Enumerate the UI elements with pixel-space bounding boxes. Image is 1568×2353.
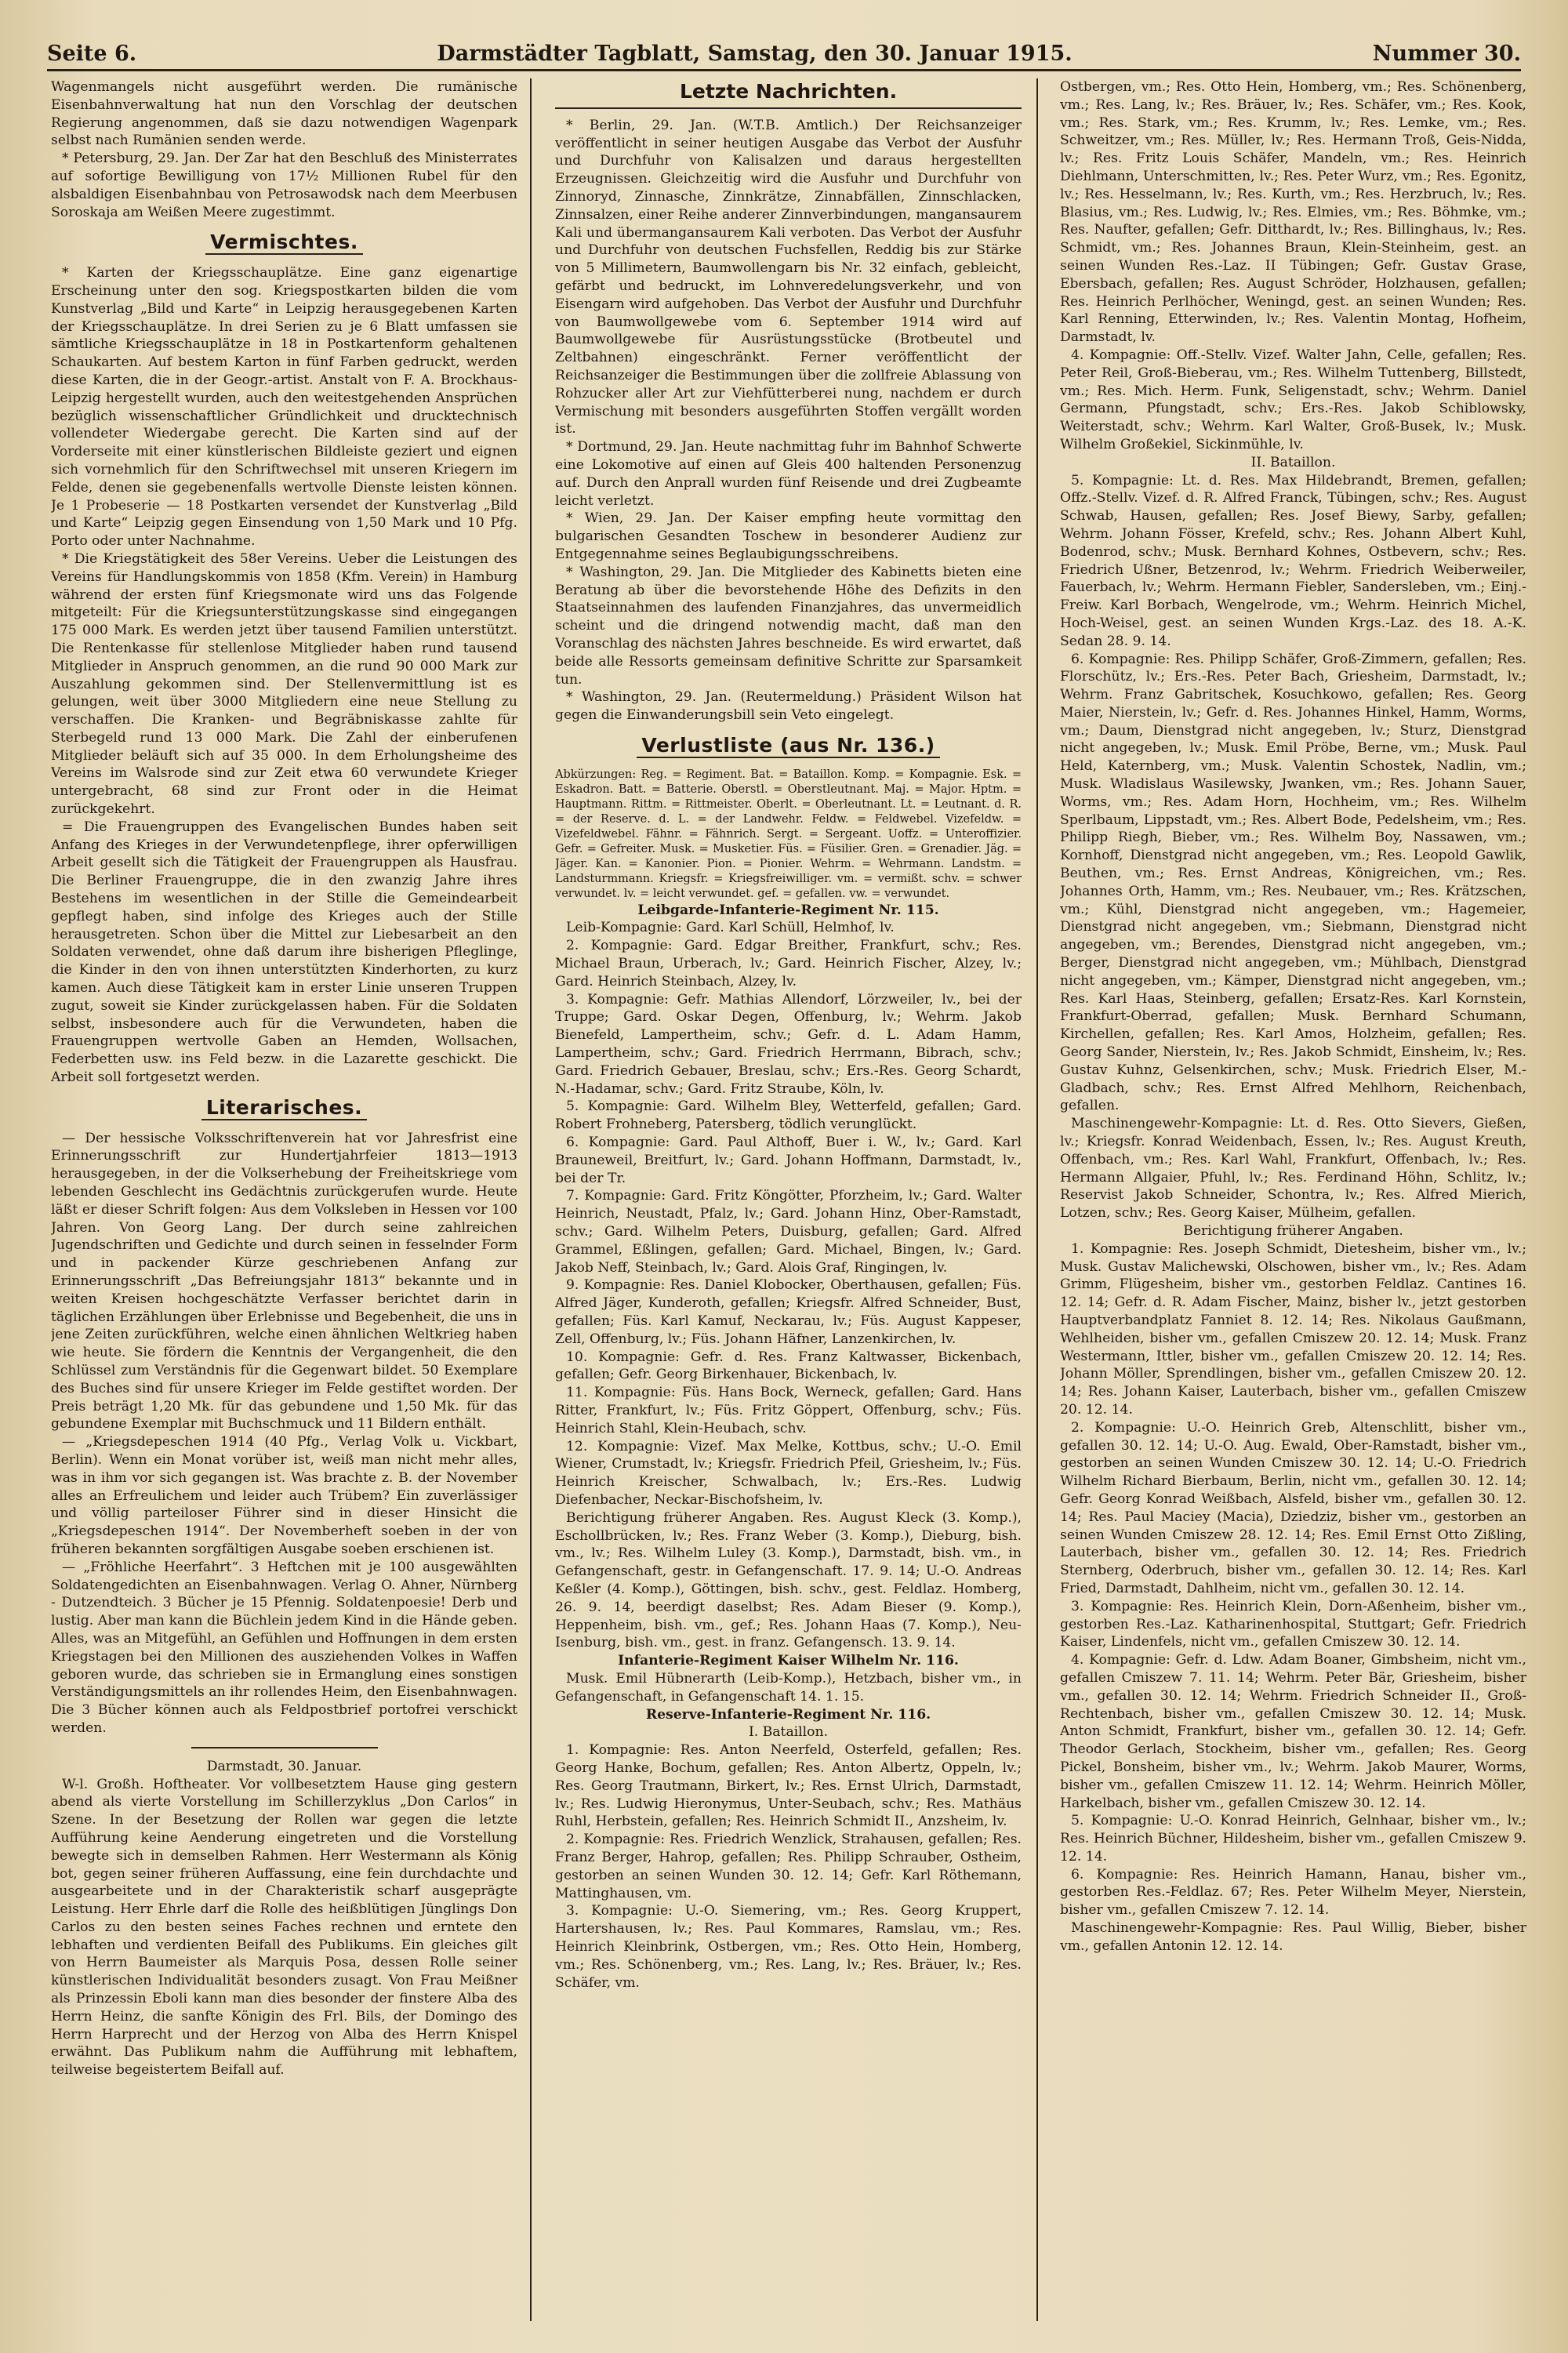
regiment-heading-reserve-116: Reserve-Infanterie-Regiment Nr. 116.: [645, 1706, 931, 1723]
column-rule-1: [530, 78, 532, 2321]
divider: [191, 1747, 378, 1748]
article-frauengruppen: = Die Frauengruppen des Evangelischen Bundes haben seit Anfang des Krieges in der Verwundetenpflege, ihrer opferwilligen Arbeit gesellt sich die Tätigkeit der Frauengruppen als Hausfrau. Die Berliner Frauengruppe, die in den zwanzig Jahre ihres Bestehens im wesentlichen in der Stille die Gemeindearbeit gepflegt haben, sind infolge des Krieges auch der Stille herausgetreten. Schon über die Mittel zur Liebesarbeit an den Soldaten verwendet, ohne daß darum ihre bisherigen Pfleglinge, die Kinder in den von ihnen unterstützten Kinderhorten, zu kurz kamen. Auch diese Tätigkeit kam in erster Linie unseren Truppen zugut, soweit sie Kinder zurückgelassen haben. Für die Soldaten selbst, insbesondere auch für die Verwundeten, haben die Frauengruppen wertvolle Gaben an Hemden, Wollsachen, Federbetten usw. ins Feld bezw. in die Lazarette geschickt. Die Arbeit soll fortgesetzt werden.: [51, 819, 517, 1086]
casualty-entry: 7. Kompagnie: Gard. Fritz Köngötter, Pforzheim, lv.; Gard. Walter Heinrich, Neustadt, Pfalz, lv.; Gard. Johann Hinz, Ober-Ramstadt, schv.; Gard. Wilhelm Peters, Duisburg, gefallen; Gard. Alfred Grammel, Eßlingen, gefallen; Gard. Michael, Bingen, lv.; Gard. Jakob Neff, Steinbach, lv.; Gard. Alois Graf, Ringingen, lv.: [555, 1188, 1022, 1276]
page-number: Seite 6.: [47, 41, 137, 66]
article-kriegsdepeschen: — „Kriegsdepeschen 1914 (40 Pfg., Verlag Volk u. Vickbart, Berlin). Wenn ein Monat vorüber ist, weiß man nicht mehr alles, was in ihm vor sich gegangen ist. Was brachte z. B. der November alles an Erfreulichem und leider auch Trübem? Ein zuverlässiger und völlig parteiloser Führer sind in dieser Hinsicht die „Kriegsdepeschen 1914“. Der Novemberheft soeben in der von früheren bekannten sorgfältigen Ausgabe soeben erschienen ist.: [51, 1434, 517, 1557]
article-hoftheater: W-l. Großh. Hoftheater. Vor vollbesetztem Hause ging gestern abend als vierte Vorstellung im Schillerzyklus „Don Carlos“ in Szene. In der Besetzung der Rollen war gegen die letzte Aufführung keine Aenderung eingetreten und die Vorstellung bewegte sich in demselben Rahmen. Herr Westermann als König bot, gegen seiner früheren Auffassung, eine fein durchdachte und ausgearbeitete und in der Charakteristik scharf ausgeprägte Leistung. Herr Ehrle darf die Rolle des heißblütigen Jünglings Don Carlos zu den besten seines Faches rechnen und erntete den lebhaften und verdienten Beifall des Publikums. Ein gleiches gilt von Herrn Baumeister als Marquis Posa, dessen Rolle seiner künstlerischen Individualität besonders zusagt. Von Frau Meißner als Prinzessin Eboli kann man dies besonder der finstere Alba des Herrn Heinz, die sanfte Königin des Frl. Bils, der Domingo des Herrn Harprecht und der Herzog von Alba des Herrn Knispel erwähnt. Das Publikum nahm die Aufführung mit lebhaftem, teilweise begeistertem Beifall auf.: [51, 1776, 517, 2079]
casualty-entry: 3. Kompagnie: Gefr. Mathias Allendorf, Lörzweiler, lv., bei der Truppe; Gard. Oskar Degen, Offenburg, lv.; Wehrm. Jakob Bienefeld, Lampertheim, schv.; Gefr. d. L. Adam Hamm, Lampertheim, schv.; Gard. Friedrich Herrmann, Bibrach, schv.; Gard. Friedrich Gebauer, Breslau, schv.; Ers.-Res. Georg Schardt, N.-Hadamar, schv.; Gard. Fritz Straube, Köln, lv.: [555, 991, 1022, 1097]
casualty-correction: 5. Kompagnie: U.-O. Konrad Heinrich, Gelnhaar, bisher vm., lv.; Res. Heinrich Büchner, Hildesheim, bisher vm., gefallen Cmiszew 9. 12. 14.: [1060, 1813, 1526, 1865]
casualty-entry: 11. Kompagnie: Füs. Hans Bock, Werneck, gefallen; Gard. Hans Ritter, Frankfurt, lv.; Füs. Fritz Göppert, Offenburg, schv.; Füs. Heinrich Stahl, Klein-Heubach, schv.: [555, 1385, 1022, 1436]
casualty-correction: 2. Kompagnie: U.-O. Heinrich Greb, Altenschlitt, bisher vm., gefallen 30. 12. 14; U.-O. Aug. Ewald, Ober-Ramstadt, bisher vm., gestorben an seinen Wunden Cmiszew 30. 12. 14; U.-O. Friedrich Wilhelm Richard Bierbaum, Berlin, nicht vm., gefallen 30. 12. 14; Gefr. Georg Konrad Weißbach, Alsfeld, bisher vm., gefallen 30. 12. 14; Res. Paul Maciey (Macia), Dziedziz, bisher vm., gestorben an seinen Wunden Cmiszew 28. 12. 14; Res. Emil Ernst Otto Zißling, Lauterbach, bisher vm., gefallen 30. 12. 14; Res. Friedrich Sternberg, Oderbruch, bisher vm., gefallen 30. 12. 14; Res. Karl Fried, Darmstadt, Dahlheim, nicht vm., gefallen 30. 12. 14.: [1060, 1419, 1526, 1596]
news-wien: * Wien, 29. Jan. Der Kaiser empfing heute vormittag den bulgarischen Gesandten Toschew in besonderer Audienz zur Entgegennahme seines Beglaubigungsschreibens.: [555, 510, 1022, 562]
casualty-entry: 12. Kompagnie: Vizef. Max Melke, Kottbus, schv.; U.-O. Emil Wiener, Crumstadt, lv.; Kriegsfr. Friedrich Pfeil, Griesheim, lv.; Füs. Heinrich Kreischer, Schwalbach, lv.; Ers.-Res. Ludwig Diefenbacher, Neckar-Bischofsheim, lv.: [555, 1438, 1022, 1508]
casualty-correction: Maschinengewehr-Kompagnie: Res. Paul Willig, Bieber, bisher vm., gefallen Antonin 12. 12. 14.: [1060, 1920, 1526, 1954]
section-heading-letzte-nachrichten: Letzte Nachrichten.: [555, 78, 1022, 109]
regiment-heading-115: Leibgarde-Infanterie-Regiment Nr. 115.: [637, 902, 939, 918]
column-3: [1060, 78, 1526, 2321]
casualty-entry: 6. Kompagnie: Gard. Paul Althoff, Buer i. W., lv.; Gard. Karl Brauneweil, Breitfurt, lv.; Gard. Johann Hoffmann, Darmstadt, lv., bei der Tr.: [555, 1135, 1022, 1186]
newspaper-title: Darmstädter Tagblatt, Samstag, den 30. Januar 1915.: [437, 41, 1073, 66]
casualty-entry: Ostbergen, vm.; Res. Otto Hein, Homberg, vm.; Res. Schönenberg, vm.; Res. Lang, lv.; Res. Bräuer, lv.; Res. Schäfer, vm.; Res. Kook, vm.; Res. Stark, vm.; Res. Krumm, lv.; Res. Lemke, vm.; Res. Schweitzer, vm.; Res. Müller, lv.; Res. Hermann Troß, Geis-Nidda, lv.; Res. Fritz Louis Schäfer, Mandeln, vm.; Res. Heinrich Diehlmann, Unterschmitten, lv.; Res. Peter Wurz, vm.; Res. Egonitz, lv.; Res. Hesselmann, lv.; Res. Kurth, vm.; Res. Herzbruch, lv.; Res. Blasius, vm.; Res. Ludwig, lv.; Res. Elmies, vm.; Res. Böhmke, vm.; Res. Naufter, gefallen; Gefr. Ditthardt, lv.; Res. Billinghaus, lv.; Res. Schmidt, vm.; Res. Johannes Braun, Klein-Steinheim, gest. an seinen Wunden Res.-Laz. II Tübingen; Gefr. Gustav Grase, Ebersbach, gefallen; Res. August Schröder, Holzhausen, gefallen; Res. Heinrich Perlhöcher, Weningd, gest. an seinen Wunden; Res. Karl Renning, Etterwinden, lv.; Res. Valentin Montag, Hofheim, Darmstadt, lv.: [1060, 79, 1526, 346]
dateline-darmstadt: Darmstadt, 30. Januar.: [206, 1758, 362, 1774]
casualty-correction: 4. Kompagnie: Gefr. d. Ldw. Adam Boaner, Gimbsheim, nicht vm., gefallen Cmiszew 7. 11. 14; Wehrm. Peter Bär, Griesheim, bisher vm., gefallen 30. 12. 14; Wehrm. Friedrich Schneider II., Groß-Rechtenbach, bisher vm., gefallen Cmiszew 30. 12. 14; Musk. Anton Schmidt, Frankfurt, bisher vm., gefallen 30. 12. 14; Gefr. Theodor Gerlach, Stockheim, bisher vm., gefallen; Res. Georg Pickel, Bonsheim, bisher vm., lv.; Wehrm. Jakob Maurer, Worms, bisher vm., gefallen Cmiszew 11. 12. 14; Wehrm. Heinrich Möller, Harkelbach, bisher vm., gefallen Cmiszew 30. 12. 14.: [1060, 1652, 1526, 1811]
news-washington-1: * Washington, 29. Jan. Die Mitglieder des Kabinetts bieten eine Beratung ab über die bevorstehende Höhe des Defizits in den Staatseinnahmen des laufenden Finanzjahres, das unvermeidlich scheint und die dringend notwendig macht, daß man den Voranschlag des nächsten Jahres beschneide. Es wird erwartet, daß beide alle Ressorts gemeinsam definitive Schritte zur Sparsamkeit tun.: [555, 564, 1022, 688]
correction-heading: Berichtigung früherer Angaben.: [1183, 1223, 1403, 1239]
masthead: [47, 38, 1521, 71]
article-petersburg: * Petersburg, 29. Jan. Der Zar hat den Beschluß des Ministerrates auf sofortige Bewilligung von 17½ Millionen Rubel für den alsbaldigen Eisenbahnbau von Petrosawodsk nach dem Meerbusen Soroskaja am Weißen Meere zugestimmt.: [51, 151, 517, 220]
column-rule-2: [1036, 78, 1038, 2321]
section-heading-vermischtes: Vermischtes.: [51, 234, 517, 255]
casualty-entry: 10. Kompagnie: Gefr. d. Res. Franz Kaltwasser, Bickenbach, gefallen; Gefr. Georg Birkenhauer, Bickenbach, lv.: [555, 1349, 1022, 1383]
casualty-entry: 2. Kompagnie: Gard. Edgar Breither, Frankfurt, schv.; Res. Michael Braun, Urberach, lv.; Gard. Heinrich Fischer, Alzey, lv.; Gard. Heinrich Steinbach, Alzey, lv.: [555, 938, 1022, 989]
issue-number: Nummer 30.: [1372, 41, 1521, 66]
casualty-entry: 5. Kompagnie: Gard. Wilhelm Bley, Wetterfeld, gefallen; Gard. Robert Frohneberg, Patersberg, tödlich verunglückt.: [555, 1098, 1022, 1133]
casualty-entry: 9. Kompagnie: Res. Daniel Klobocker, Oberthausen, gefallen; Füs. Alfred Jäger, Kunderoth, gefallen; Kriegsfr. Alfred Schneider, Bust, gefallen; Füs. Karl Kamuf, Neckarau, lv.; Füs. August Kappeser, Zell, Offenburg, lv.; Füs. Johann Häfner, Lanzenkirchen, lv.: [555, 1277, 1022, 1347]
news-dortmund: * Dortmund, 29. Jan. Heute nachmittag fuhr im Bahnhof Schwerte eine Lokomotive auf einen auf Gleis 400 haltenden Personenzug auf. Durch den Anprall wurden fünf Reisende und drei Zugbeamte leicht verletzt.: [555, 439, 1022, 509]
regiment-heading-116: Infanterie-Regiment Kaiser Wilhelm Nr. 116.: [618, 1653, 959, 1669]
casualty-entry: 1. Kompagnie: Res. Anton Neerfeld, Osterfeld, gefallen; Res. Georg Hanke, Bochum, gefallen; Res. Anton Albertz, Oppeln, lv.; Res. Georg Trautmann, Birkert, lv.; Res. Ernst Ulrich, Darmstadt, lv.; Res. Ludwig Hieronymus, Unter-Seubach, schv.; Res. Mathäus Ruhl, Herbstein, gefallen; Res. Heinrich Schmidt II., Anzsheim, lv.: [555, 1742, 1022, 1830]
article-volksschriftenverein: — Der hessische Volksschriftenverein hat vor Jahresfrist eine Erinnerungsschrift zur Hundertjahrfeier 1813—1913 herausgegeben, in der die Volkserhebung der Freiheitskriege vom lebenden Geschlecht ins Gedächtnis zurückgerufen wurde. Heute läßt er dieser Schrift folgen: Aus dem Volksleben in Hessen vor 100 Jahren. Von Georg Lang. Der durch seine zahlreichen Jugendschriften und Gedichte und durch seinen in fesselnder Form und in packender Kürze geschriebenen Anfang zur Erinnerungsschrift „Das Befreiungsjahr 1813“ bekannte und in weiten Kreisen hochgeschätzte Verfasser berichtet darin in täglichen Erzählungen über Erlebnisse und Begebenheit, die uns in jene Zeiten zurückführen, welche einen ähnlichen Weltkrieg haben wie heute. Sie fördern die Kenntnis der Vergangenheit, die den Schlüssel zum Verständnis für die Gegenwart bildet. 50 Exemplare des Buches sind für unsere Krieger im Felde gestiftet worden. Der Preis beträgt 1,20 Mk. für das gebundene und 1,50 Mk. für das gebundene Exemplar mit Buchschmuck und 11 Bildern enthält.: [51, 1130, 517, 1432]
casualty-entry: 5. Kompagnie: Lt. d. Res. Max Hildebrandt, Bremen, gefallen; Offz.-Stellv. Vizef. d. R. Alfred Franck, Tübingen, schv.; Res. August Schwab, Hausen, gefallen; Res. Josef Biewy, Sarby, gefallen; Wehrm. Johann Fösser, Krefeld, schv.; Res. Johann Albert Kuhl, Bodenrod, schv.; Musk. Bernhard Kohnes, Ostbevern, schv.; Res. Friedrich Ußner, Betzenrod, lv.; Wehrm. Friedrich Weiberweiler, Fauerbach, lv.; Wehrm. Hermann Fiebler, Sandersleben, vm.; Einj.-Freiw. Karl Borbach, Wengelrode, vm.; Wehrm. Heinrich Michel, Hoch-Weisel, gest. an seinen Wunden Krgs.-Laz. des 18. A.-K. Sedan 28. 9. 14.: [1060, 472, 1526, 649]
casualty-entry: 3. Kompagnie: U.-O. Siemering, vm.; Res. Georg Kruppert, Hartershausen, lv.; Res. Paul Kommares, Ramslau, vm.; Res. Heinrich Kleinbrink, Ostbergen, vm.; Res. Otto Hein, Homberg, vm.; Res. Schönenberg, vm.; Res. Lang, lv.; Res. Bräuer, lv.; Res. Schäfer, vm.: [555, 1903, 1022, 1991]
battalion-heading: I. Bataillon.: [748, 1724, 829, 1741]
casualty-entry: Musk. Emil Hübnerarth (Leib-Komp.), Hetzbach, bisher vm., in Gefangenschaft, in Gefangenschaft 14. 1. 15.: [555, 1670, 1022, 1705]
casualty-entry: 4. Kompagnie: Off.-Stellv. Vizef. Walter Jahn, Celle, gefallen; Res. Peter Reil, Groß-Bieberau, vm.; Res. Wilhelm Tuttenberg, Billstedt, vm.; Res. Mich. Herm. Funk, Seligenstadt, schv.; Wehrm. Daniel Germann, Pfungstadt, schv.; Ers.-Res. Jakob Schiblowsky, Weiterstadt, schv.; Wehrm. Karl Walter, Groß-Busek, lv.; Musk. Wilhelm Großekiel, Sickinmühle, lv.: [1060, 347, 1526, 452]
article-rumania: Wagenmangels nicht ausgeführt werden. Die rumänische Eisenbahnverwaltung hat nun den Vorschlag der deutschen Regierung angenommen, daß sie dazu notwendigen Wagenpark selbst nach Rumänien senden werde.: [51, 79, 517, 149]
casualty-correction: Berichtigung früherer Angaben. Res. August Kleck (3. Komp.), Eschollbrücken, lv.; Res. Franz Weber (3. Komp.), Dieburg, bish. vm., lv.; Res. Wilhelm Luley (3. Komp.), Darmstadt, bish. vm., in Gefangenschaft, gestr. in Gefangenschaft. 17. 9. 14; U.-O. Andreas Keßler (4. Komp.), Göttingen, bish. schv., gest. Feldlaz. Homberg, 26. 9. 14, beerdigt daselbst; Res. Adam Bieser (9. Komp.), Heppenheim, bish. vm., gef.; Res. Johann Haas (7. Komp.), Neu-Isenburg, bish. vm., gest. in franz. Gefangensch. 13. 9. 14.: [555, 1509, 1022, 1651]
casualty-entry: 6. Kompagnie: Res. Philipp Schäfer, Groß-Zimmern, gefallen; Res. Florschütz, lv.; Ers.-Res. Peter Bach, Griesheim, Darmstadt, lv.; Wehrm. Franz Gabritschek, Kosuchkowo, gefallen; Res. Georg Maier, Nierstein, lv.; Gefr. d. Res. Johannes Hinkel, Hamm, Worms, vm.; Daum, Dienstgrad nicht angegeben, lv.; Sturz, Dienstgrad nicht angegeben, lv.; Musk. Emil Pröbe, Berne, vm.; Musk. Paul Held, Katernberg, vm.; Musk. Valentin Schostek, Nadlin, vm.; Musk. Wladislaus Wasilewsky, Jwanken, vm.; Res. Johann Sauer, Worms, vm.; Res. Adam Horn, Hochheim, vm.; Res. Wilhelm Sperlbaum, Lippstadt, vm.; Res. Albert Bode, Pedelsheim, vm.; Res. Philipp Riegh, Bieber, vm.; Res. Wilhelm Boy, Nassawen, vm.; Kornhoff, Dienstgrad nicht angegeben, vm.; Res. Leopold Gawlik, Beuthen, vm.; Res. Ernst Andreas, Königreichen, vm.; Res. Johannes Orth, Hamm, vm.; Res. Neubauer, vm.; Res. Krätzschen, vm.; Kühl, Dienstgrad nicht angegeben, vm.; Hagemeier, Dienstgrad nicht angegeben, vm.; Siebmann, Dienstgrad nicht angegeben, vm.; Berendes, Dienstgrad nicht angegeben, vm.; Berger, Dienstgrad nicht angegeben, vm.; Mühlbach, Dienstgrad nicht angegeben, vm.; Kämper, Dienstgrad nicht angegeben, vm.; Res. Karl Haas, Steinberg, gefallen; Ersatz-Res. Karl Kornstein, Frankfurt-Oberrad, gefallen; Musk. Bernhard Schumann, Kirchellen, gefallen; Res. Karl Amos, Holzheim, gefallen; Res. Georg Sander, Nierstein, lv.; Res. Jakob Schmidt, Einsheim, lv.; Res. Gustav Kuhnz, Gelsenkirchen, schv.; Musk. Friedrich Elser, M.-Gladbach, schv.; Res. Ernst Alfred Mehlhorn, Reichenbach, gefallen.: [1060, 651, 1526, 1114]
news-berlin: * Berlin, 29. Jan. (W.T.B. Amtlich.) Der Reichsanzeiger veröffentlicht in seiner heutigen Ausgabe das Verbot der Ausfuhr und Durchfuhr von Kalisalzen und daraus hergestellten Erzeugnissen. Gleichzeitig wird die Ausfuhr und Durchfuhr von Zinnoryd, Zinnasche, Zinnkrätze, Zinnabfällen, Zinnschlacken, Zinnsalzen, einer Reihe anderer Zinnverbindungen, mangansaurem Kali und übermangansaurem Kali verboten. Das Verbot der Ausfuhr und Durchfuhr von deutschen Fuchsfellen, Reddig bis zur Stärke von 5 Millimetern, Baumwollengarn bis Nr. 32 einfach, gebleicht, gefärbt und bedruckt, im Lohnveredelungsverkehr, und von Eisengarn wird aufgehoben. Das Verbot der Ausfuhr und Durchfuhr von Baumwollgewebe vom 6. September 1914 wird auf Baumwollgewebe für Ausrüstungsstücke (Brotbeutel und Zeltbahnen) eingeschränkt. Ferner veröffentlicht der Reichsanzeiger die Bestimmungen über die zollfreie Ablassung von Rohzucker aller Art zur Viehfütterberei nung, nachdem er durch Vermischung mit besonders ausgeführten Stoffen vergällt worden ist.: [555, 117, 1022, 438]
casualty-entry: 2. Kompagnie: Res. Friedrich Wenzlick, Strahausen, gefallen; Res. Franz Berger, Hahrop, gefallen; Res. Philipp Schrauber, Ostheim, gestorben an seinen Wunden 30. 12. 14; Gefr. Karl Röthemann, Mattinghausen, vm.: [555, 1832, 1022, 1901]
casualty-correction: 6. Kompagnie: Res. Heinrich Hamann, Hanau, bisher vm., gestorben Res.-Feldlaz. 67; Res. Peter Wilhelm Meyer, Nierstein, bisher vm., gefallen Cmiszew 7. 12. 14.: [1060, 1866, 1526, 1919]
casualty-correction: 3. Kompagnie: Res. Heinrich Klein, Dorn-Aßenheim, bisher vm., gestorben Res.-Laz. Katharinenhospital, Stuttgart; Gefr. Friedrich Kaiser, Lindenfels, nicht vm., gefallen Cmiszew 30. 12. 14.: [1060, 1598, 1526, 1650]
column-1: [51, 78, 517, 2321]
column-2: [555, 78, 1022, 2321]
casualty-entry: Maschinengewehr-Kompagnie: Lt. d. Res. Otto Sievers, Gießen, lv.; Kriegsfr. Konrad Weidenbach, Essen, lv.; Res. August Kreuth, Offenbach, vm.; Res. Karl Wahl, Frankfurt, Offenbach, lv.; Res. Hermann Allgaier, Pfuhl, lv.; Res. Ferdinand Höhn, Schlitz, lv.; Reservist Jakob Schneider, Schontra, lv.; Res. Alfred Mierich, Lotzen, schv.; Res. Georg Kaiser, Mülheim, gefallen.: [1060, 1116, 1526, 1222]
casualty-correction: 1. Kompagnie: Res. Joseph Schmidt, Dietesheim, bisher vm., lv.; Musk. Gustav Malichewski, Olschowen, bisher vm., lv.; Res. Adam Grimm, Flügesheim, bisher vm., gestorben Feldlaz. Cantines 16. 12. 14; Gefr. d. R. Adam Fischer, Mainz, bisher lv., jetzt gestorben Hauptverbandplatz Fanniet 8. 12. 14; Res. Nikolaus Gaußmann, Wehlheiden, bisher vm., gefallen Cmiszew 20. 12. 14; Musk. Franz Westermann, Ittler, bisher vm., gefallen Cmiszew 20. 12. 14; Res. Johann Möller, Sprendlingen, bisher vm., gefallen Cmiszew 20. 12. 14; Res. Johann Kaiser, Lauterbach, bisher vm., gefallen Cmiszew 20. 12. 14.: [1060, 1240, 1526, 1418]
section-heading-verlustliste: Verlustliste (aus Nr. 136.): [555, 737, 1022, 758]
casualty-entry: Leib-Kompagnie: Gard. Karl Schüll, Helmhof, lv.: [566, 920, 895, 936]
article-heerfahrt: — „Fröhliche Heerfahrt“. 3 Heftchen mit je 100 ausgewählten Soldatengedichten an Eisenbahnwagen. Verlag O. Ahner, Nürnberg - Dutzendteich. 3 Bücher je 15 Pfennig. Soldatenpoesie! Derb und lustig. Aber man kann die Büchlein jedem Kind in die Hände geben. Alles, was an Mitgefühl, an Gefühlen und Hoffnungen in dem ersten Kriegstagen bei den Millionen des ausziehenden Volkes in Waffen geboren wurde, das schrieben sie in Ermanglung eines sonstigen Verständigungsmittels an ihr rollendes Heim, den Eisenbahnwagen. Die 3 Bücher können auch als Feldpostbrief portofrei verschickt werden.: [51, 1559, 517, 1736]
section-heading-literarisches: Literarisches.: [51, 1099, 517, 1120]
battalion-heading: II. Bataillon.: [1250, 454, 1336, 470]
news-washington-2: * Washington, 29. Jan. (Reutermeldung.) Präsident Wilson hat gegen die Einwanderungsbill sein Veto eingelegt.: [555, 689, 1022, 724]
article-58er-verein: * Die Kriegstätigkeit des 58er Vereins. Ueber die Leistungen des Vereins für Handlungskommis von 1858 (Kfm. Verein) in Hamburg während der ersten fünf Kriegsmonate wird uns das Folgende mitgeteilt: Für die Kriegsunterstützungskasse sind eingegangen 175 000 Mark. Es werden jetzt über tausend Familien unterstützt. Die Rentenkasse für stellenlose Mitglieder haben rund tausend Mitglieder in Anspruch genommen, an die rund 90 000 Mark zur Auszahlung gekommen sind. Der Stellenvermittlung ist es gelungen, weit über 3000 Mitgliedern eine neue Stellung zu verschaffen. Die Kranken- und Begräbniskasse zahlte für Sterbegeld rund 13 000 Mark. Die Zahl der einberufenen Mitglieder beläuft sich auf 35 000. In dem Erholungsheime des Vereins im Walsrode sind zur Zeit etwa 60 verwundete Krieger untergebracht, 68 sind zur Front oder in die Heimat zurückgekehrt.: [51, 550, 517, 818]
article-karten: * Karten der Kriegsschauplätze. Eine ganz eigenartige Erscheinung unter den sog. Kriegspostkarten bilden die vom Kunstverlag „Bild und Karte“ in Leipzig herausgegebenen Karten der Kriegsschauplätze. In drei Serien zu je 6 Blatt umfassen sie sämtliche Kriegsschauplätze in 18 in Postkartenform gehaltenen Schaukarten. Auf bestem Karton in fünf Farben gedruckt, werden diese Karten, die in der Geogr.-artist. Anstalt von F. A. Brockhaus-Leipzig hergestellt wurden, auch den weitestgehenden Ansprüchen bezüglich wissenschaftlicher Gründlichkeit und drucktechnisch vollendeter Wiedergabe gerecht. Die Karten sind auf der Vorderseite mit einer künstlerischen Bildleiste geziert und eignen sich vornehmlich für den Schriftwechsel mit unseren Kriegern im Felde, denen sie gegebenenfalls wertvolle Dienste leisten können. Je 1 Probeserie — 18 Postkarten versendet der Kunstverlag „Bild und Karte“ Leipzig gegen Einsendung von 1,50 Mark und 10 Pfg. Porto oder unter Nachnahme.: [51, 265, 517, 550]
abbreviations: Abkürzungen: Reg. = Regiment. Bat. = Bataillon. Komp. = Kompagnie. Esk. = Eskadron. Batt. = Batterie. Oberstl. = Oberstleutnant. Maj. = Major. Hptm. = Hauptmann. Rittm. = Rittmeister. Oberlt. = Oberleutnant. Lt. = Leutnant. d. R. = der Reserve. d. L. = der Landwehr. Feldw. = Feldwebel. Vizefeldw. = Vizefeldwebel. Fähnr. = Fähnrich. Sergt. = Sergeant. Uoffz. = Unteroffizier. Gefr. = Gefreiter. Musk. = Musketier. Füs. = Füsilier. Gren. = Grenadier. Jäg. = Jäger. Kan. = Kanonier. Pion. = Pionier. Wehrm. = Wehrmann. Landstm. = Landsturmmann. Kriegsfr. = Kriegsfreiwilliger. vm. = vermißt. schv. = schwer verwundet. lv. = leicht verwundet. gef. = gefallen. vw. = verwundet.: [555, 768, 1022, 900]
